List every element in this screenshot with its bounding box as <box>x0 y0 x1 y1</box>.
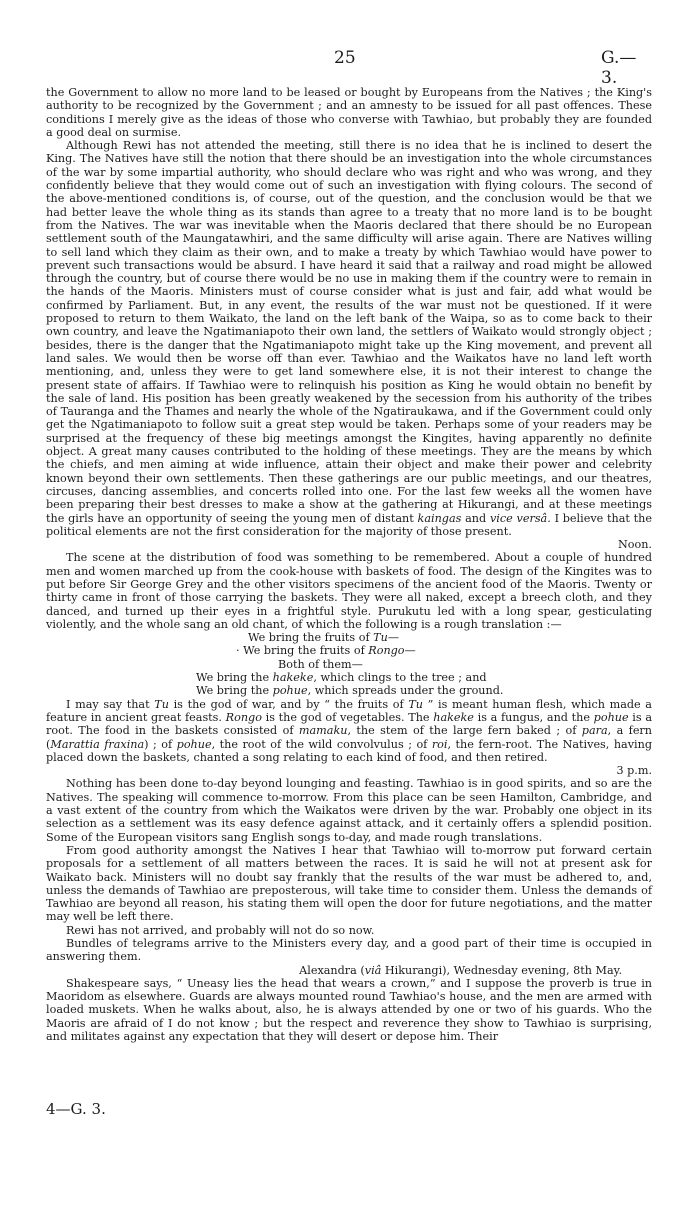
time-marker: Noon. <box>617 538 652 552</box>
paragraph: The scene at the distribution of food was something to be remembered. About a couple of hundred men and women marched up from the cook-house with baskets of food. The design of the Kingites was to put before Sir George Grey and the other visitors specimens of the ancient food of the Maoris. Twenty or thirty came in front of those carrying the baskets. They were all naked, except a breech cloth, and they danced, and turned up their eyes in a frightful style. Purukutu led with a long spear, gesticulating violently, and the whole sang an old chant, of which the following is a rough translation :— <box>46 551 652 631</box>
paragraph: Although Rewi has not attended the meeting, still there is no idea that he is inclined to desert the King. The Natives have still the notion that there should be an investigation into the whole circumstances of the war by some impartial authority, who should declare who was right and who was wrong, and they confidently believe that they would come out of such an investigation with flying colours. The second of the above-mentioned conditions is, of course, out of the question, and the conclusion would be that we had better leave the whole thing as its stands than agree to a treaty that no more land is to be bought from the Natives. The war was inevitable when the Maoris declared that there should be no European settlement south of the Maungatawhiri, and the same difficulty will arise again. There are Natives willing to sell land which they claim as their own, and to make a treaty by which Tawhiao would have power to prevent such transactions would be absurd. I have heard it said that a railway and road might be allowed through the country, but of course there would be no use in making them if the country were to remain in the hands of the Maoris. Ministers must of course consider what is just and fair, add what would be confirmed by Parliament. But, in any event, the results of the war must not be questioned. If it were proposed to return to them Waikato, the land on the left bank of the Waipa, so as to come back to their own country, and leave the Ngatimaniapoto their own land, the settlers of Waikato would strongly object ; besides, there is the danger that the Ngatimaniapoto might take up the King movement, and prevent all land sales. We would then be worse off than ever. Tawhiao and the Waikatos have no land left worth mentioning, and, unless they were to get land somewhere else, it is not their interest to change the present state of affairs. If Tawhiao were to relinquish his position as King he would obtain no benefit by the sale of land. His position has been greatly weakened by the secession from his authority of the tribes of Tauranga and the Thames and nearly the whole of the Ngatiraukawa, and if the Government could only get the Ngatimaniapoto to follow suit a great step would be taken. Perhaps some of your readers may be surprised at the frequency of these big meetings amongst the Kingites, having apparently no definite object. A great many causes contributed to the holding of these meetings. They are the means by which the chiefs, and men aiming at wide influence, attain their object and make their power and celebrity known beyond their own settlements. Then these gatherings are our public meetings, and our theatres, circuses, dancing assemblies, and concerts rolled into one. For the last few weeks all the women have been preparing their best dresses to make a show at the gathering at Hikurangi, and at these meetings the girls have an opportunity of seeing the young men of distant kaingas and vice versâ. I believe that the political elements are not the first consideration for the majority of those present. <box>46 139 653 538</box>
verse-line: Both of them— <box>278 657 363 671</box>
paragraph: Shakespeare says, “ Uneasy lies the head that wears a crown,” and I suppose the proverb is true in Maoridom as elsewhere. Guards are always mounted round Tawhiao's house, and the men are armed with loaded muskets. When he walks about, also, he is always attended by one or two of his guards. Who the Maoris are afraid of I do not know ; but the respect and reverence they show to Tawhiao is surprising, and militates against any expectation that they will desert or depose him. Their <box>46 976 652 1044</box>
document-reference: G.—3. <box>601 48 637 88</box>
sheet-signature: 4—G. 3. <box>46 1100 106 1118</box>
time-marker: 3 p.m. <box>616 764 652 778</box>
paragraph: From good authority amongst the Natives I hear that Tawhiao will to-morrow put forward certain proposals for a settlement of all matters between the races. It is said he will not at present ask for Waikato back. Ministers will no doubt say frankly that the results of the war must be adhered to, and, unless the demands of Tawhiao are preposterous, will take time to consider them. Unless the demands of Tawhiao are beyond all reason, his stating them will open the door for future negotiations, and the matter may well be left there. <box>46 843 652 924</box>
page-number: 25 <box>334 48 356 68</box>
verse-line: We bring the fruits of Tu— <box>248 631 400 645</box>
paragraph: I may say that Tu is the god of war, and by “ the fruits of Tu ” is meant human flesh, which made a feature in ancient great feasts. Rongo is the god of vegetables. The hakeke is a fungus, and the pohue is a root. The food in the baskets consisted of mamaku, the stem of the large fern baked ; of para, a fern (Marattia fraxina) ; of pohue, the root of the wild convolvulus ; of roi, the fern-root. The Natives, having placed down the baskets, chanted a song relating to each kind of food, and then retired. <box>46 697 652 764</box>
paragraph: Nothing has been done to-day beyond lounging and feasting. Tawhiao is in good spirits, and so are the Natives. The speaking will commence to-morrow. From this place can be seen Hamilton, Cambridge, and a vast extent of the country from which the Waikatos were driven by the war. Probably one object in its selection as a settlement was its easy defence against attack, and it certainly offers a splendid position. Some of the European visitors sang English songs to-day, and made rough translations. <box>46 777 652 844</box>
paragraph: the Government to allow no more land to be leased or bought by Europeans from the Natives ; the King's authority to be recognized by the Government ; and an amnesty to be issued for all past offences. These conditions I merely give as the ideas of those who converse with Tawhiao, but probably they are founded a good deal on surmise. <box>46 86 652 139</box>
article-body <box>46 86 652 1043</box>
chant-verse <box>46 631 652 697</box>
verse-line: · We bring the fruits of Rongo— <box>236 644 416 658</box>
paragraph: Bundles of telegrams arrive to the Ministers every day, and a good part of their time is occupied in answering them. <box>46 937 652 964</box>
verse-line: We bring the pohue, which spreads under the ground. <box>196 684 504 698</box>
verse-line: We bring the hakeke, which clings to the tree ; and <box>196 671 487 685</box>
dateline: Alexandra (viâ Hikurangi), Wednesday evening, 8th May. <box>299 963 622 977</box>
paragraph: Rewi has not arrived, and probably will not do so now. <box>66 923 375 937</box>
